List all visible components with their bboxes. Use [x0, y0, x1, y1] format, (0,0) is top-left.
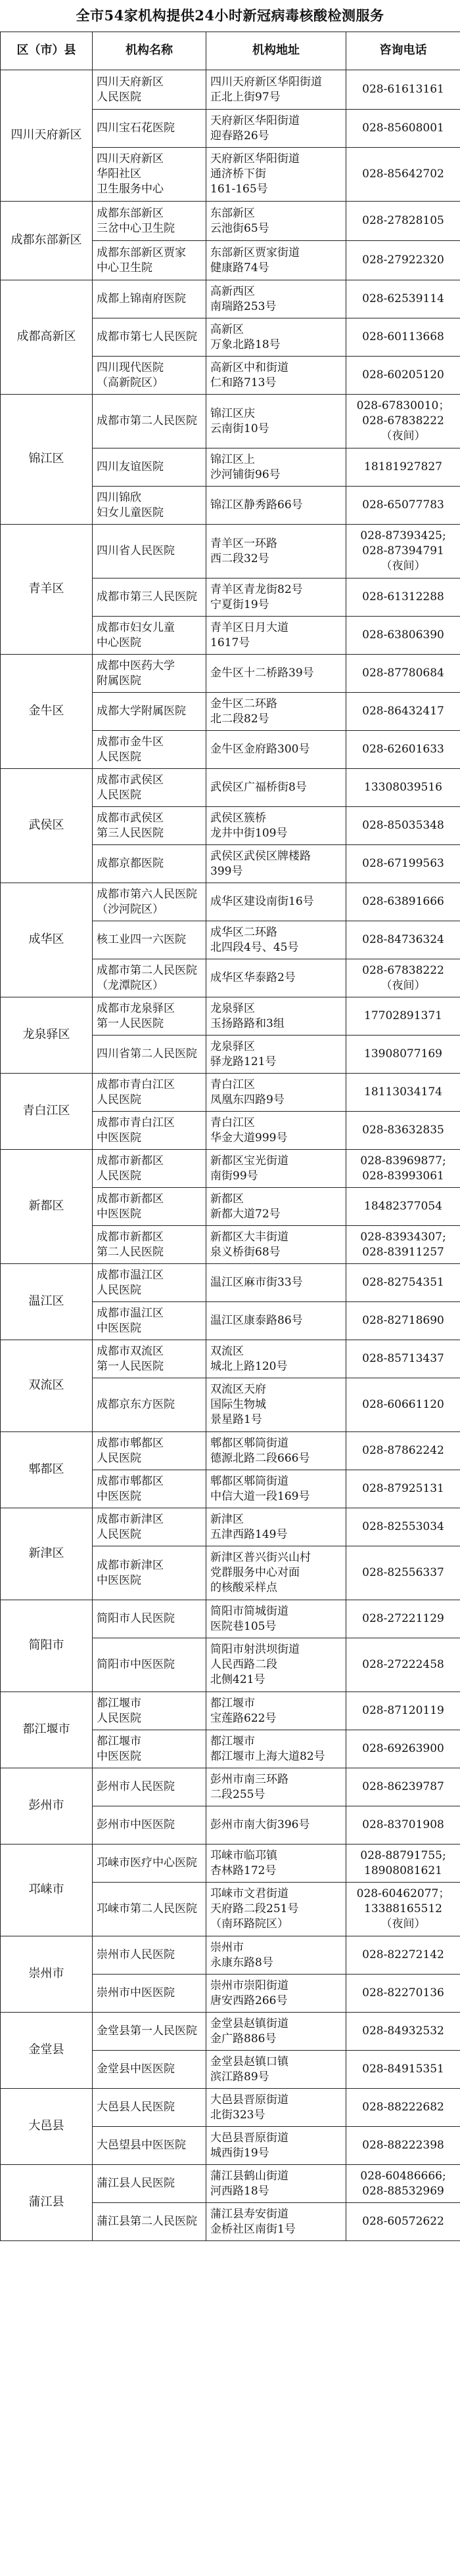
district-cell: 崇州市: [1, 1936, 93, 2013]
institution-name-cell: 成都市武侯区 人民医院: [93, 769, 206, 807]
phone-cell: 028-86432417: [346, 693, 460, 731]
institution-address-cell: 大邑县晋原街道 北街323号: [206, 2089, 346, 2127]
table-row: [1, 280, 460, 318]
phone-cell: 028-27222458: [346, 1638, 460, 1692]
phone-cell: 028-84915351: [346, 2051, 460, 2089]
institution-address-cell: 崇州市崇阳街道 唐安西路266号: [206, 1975, 346, 2013]
institution-address-cell: 武侯区簇桥 龙井中街109号: [206, 807, 346, 845]
phone-cell: 028-85713437: [346, 1340, 460, 1378]
institution-address-cell: 都江堰市 宝莲路622号: [206, 1692, 346, 1730]
district-cell: 彭州市: [1, 1768, 93, 1845]
institution-name-cell: 成都市第七人民医院: [93, 318, 206, 357]
phone-cell: 028-62539114: [346, 280, 460, 318]
institution-name-cell: 成都中医药大学 附属医院: [93, 655, 206, 693]
institution-name-cell: 成都市妇女儿童 中心医院: [93, 617, 206, 655]
institution-name-cell: 成都市武侯区 第三人民医院: [93, 807, 206, 845]
institution-address-cell: 金牛区十二桥路39号: [206, 655, 346, 693]
phone-cell: 028-61312288: [346, 579, 460, 617]
institution-address-cell: 东部新区 云池街65号: [206, 202, 346, 241]
phone-cell: 028-60462077； 13388165512 （夜间）: [346, 1883, 460, 1936]
institution-name-cell: 成都市郫都区 中医医院: [93, 1470, 206, 1508]
institution-address-cell: 金堂县赵镇口镇 滨江路89号: [206, 2051, 346, 2089]
institution-address-cell: 金牛区二环路 北二段82号: [206, 693, 346, 731]
phone-cell: 028-82272142: [346, 1936, 460, 1975]
district-cell: 蒲江县: [1, 2165, 93, 2241]
table-row: [1, 1432, 460, 1470]
phone-cell: 028-87120119: [346, 1692, 460, 1730]
phone-cell: 028-88791755; 18908081621: [346, 1845, 460, 1883]
phone-cell: 028-85608001: [346, 110, 460, 148]
district-cell: 青白江区: [1, 1074, 93, 1150]
institution-name-cell: 四川省人民医院: [93, 525, 206, 579]
institution-address-cell: 蒲江县寿安街道 金桥社区南街1号: [206, 2203, 346, 2241]
district-cell: 锦江区: [1, 395, 93, 525]
institution-address-cell: 蒲江县鹤山街道 河西路18号: [206, 2165, 346, 2203]
institution-address-cell: 成华区建设南街16号: [206, 883, 346, 921]
phone-cell: 028-87925131: [346, 1470, 460, 1508]
institution-address-cell: 邛崃市临邛镇 杏林路172号: [206, 1845, 346, 1883]
phone-cell: 028-60572622: [346, 2203, 460, 2241]
institution-name-cell: 邛崃市第二人民医院: [93, 1883, 206, 1936]
district-cell: 双流区: [1, 1340, 93, 1432]
institution-name-cell: 成都市双流区 第一人民医院: [93, 1340, 206, 1378]
institution-address-cell: 成华区二环路 北四段4号、45号: [206, 921, 346, 959]
institution-name-cell: 四川省第二人民医院: [93, 1036, 206, 1074]
table-row: [1, 1508, 460, 1546]
institution-address-cell: 武侯区武侯区牌楼路 399号: [206, 845, 346, 883]
table-row: [1, 202, 460, 241]
institution-name-cell: 崇州市中医医院: [93, 1975, 206, 2013]
district-cell: 成都东部新区: [1, 202, 93, 280]
institution-address-cell: 都江堰市 都江堰市上海大道82号: [206, 1730, 346, 1768]
table-row: [1, 655, 460, 693]
district-cell: 金牛区: [1, 655, 93, 769]
phone-cell: 13308039516: [346, 769, 460, 807]
district-cell: 金堂县: [1, 2013, 93, 2089]
phone-cell: 028-87780684: [346, 655, 460, 693]
district-cell: 郫都区: [1, 1432, 93, 1508]
institution-address-cell: 锦江区上 沙河铺街96号: [206, 448, 346, 487]
phone-cell: 18181927827: [346, 448, 460, 487]
institution-name-cell: 成都市青白江区 人民医院: [93, 1074, 206, 1112]
institution-name-cell: 邛崃市医疗中心医院: [93, 1845, 206, 1883]
institution-address-cell: 郫都区郫筒街道 德源北路二段666号: [206, 1432, 346, 1470]
phone-cell: 028-27828105: [346, 202, 460, 241]
phone-cell: 028-60205120: [346, 357, 460, 395]
phone-cell: 028-83701908: [346, 1806, 460, 1845]
table-row: [1, 1936, 460, 1975]
table-row: [1, 1150, 460, 1188]
district-cell: 武侯区: [1, 769, 93, 883]
district-cell: 都江堰市: [1, 1692, 93, 1768]
institution-name-cell: 成都市青白江区 中医医院: [93, 1112, 206, 1150]
institution-name-cell: 成都京都医院: [93, 845, 206, 883]
table-row: [1, 883, 460, 921]
institution-name-cell: 成都市第三人民医院: [93, 579, 206, 617]
district-cell: 温江区: [1, 1264, 93, 1340]
institution-name-cell: 成都市郫都区 人民医院: [93, 1432, 206, 1470]
institution-name-cell: 四川天府新区 华阳社区 卫生服务中心: [93, 148, 206, 202]
institution-name-cell: 成都市新津区 中医医院: [93, 1546, 206, 1600]
phone-cell: 028-65077783: [346, 487, 460, 525]
institution-name-cell: 成都大学附属医院: [93, 693, 206, 731]
phone-cell: 18482377054: [346, 1188, 460, 1226]
institution-name-cell: 大邑县人民医院: [93, 2089, 206, 2127]
institution-address-cell: 新津区 五津西路149号: [206, 1508, 346, 1546]
district-cell: 成华区: [1, 883, 93, 997]
table-row: [1, 70, 460, 110]
institution-name-cell: 蒲江县人民医院: [93, 2165, 206, 2203]
header-address: 机构地址: [206, 32, 346, 70]
institution-name-cell: 成都市新都区 第二人民医院: [93, 1226, 206, 1264]
table-row: [1, 2165, 460, 2203]
phone-cell: 17702891371: [346, 997, 460, 1036]
institution-address-cell: 青白江区 华金大道999号: [206, 1112, 346, 1150]
phone-cell: 028-85035348: [346, 807, 460, 845]
phone-cell: 028-88222682: [346, 2089, 460, 2127]
district-cell: 大邑县: [1, 2089, 93, 2165]
institution-name-cell: 四川天府新区 人民医院: [93, 70, 206, 110]
phone-cell: 028-82556337: [346, 1546, 460, 1600]
institution-address-cell: 温江区麻市街33号: [206, 1264, 346, 1302]
header-name: 机构名称: [93, 32, 206, 70]
phone-cell: 028-63806390: [346, 617, 460, 655]
header-district: 区（市）县: [1, 32, 93, 70]
header-row: [1, 32, 460, 70]
phone-cell: 028-61613161: [346, 70, 460, 110]
institution-address-cell: 郫都区郫筒街道 中信大道一段169号: [206, 1470, 346, 1508]
phone-cell: 18113034174: [346, 1074, 460, 1112]
table-row: [1, 997, 460, 1036]
institution-name-cell: 彭州市中医医院: [93, 1806, 206, 1845]
institution-name-cell: 成都市温江区 中医医院: [93, 1302, 206, 1340]
district-cell: 四川天府新区: [1, 70, 93, 202]
phone-cell: 028-60661120: [346, 1378, 460, 1432]
institution-address-cell: 龙泉驿区 玉扬路路和3组: [206, 997, 346, 1036]
institution-address-cell: 高新西区 南瑞路253号: [206, 280, 346, 318]
phone-cell: 028-84736324: [346, 921, 460, 959]
institution-name-cell: 金堂县第一人民医院: [93, 2013, 206, 2051]
institution-address-cell: 大邑县晋原街道 城西街19号: [206, 2127, 346, 2165]
institution-name-cell: 成都市新都区 中医医院: [93, 1188, 206, 1226]
institution-name-cell: 四川友谊医院: [93, 448, 206, 487]
phone-cell: 028-87393425; 028-87394791 （夜间）: [346, 525, 460, 579]
phone-cell: 028-63891666: [346, 883, 460, 921]
phone-cell: 028-27221129: [346, 1600, 460, 1638]
district-cell: 新都区: [1, 1150, 93, 1264]
institution-address-cell: 天府新区华阳街道 迎春路26号: [206, 110, 346, 148]
phone-cell: 028-82553034: [346, 1508, 460, 1546]
institution-address-cell: 新都区宝光街道 南街99号: [206, 1150, 346, 1188]
institution-address-cell: 简阳市射洪坝街道 人民西路二段 北侧421号: [206, 1638, 346, 1692]
district-cell: 邛崃市: [1, 1845, 93, 1936]
institution-name-cell: 崇州市人民医院: [93, 1936, 206, 1975]
table-row: [1, 1692, 460, 1730]
phone-cell: 028-82754351: [346, 1264, 460, 1302]
institution-address-cell: 四川天府新区华阳街道 正北上街97号: [206, 70, 346, 110]
institution-address-cell: 东部新区贾家街道 健康路74号: [206, 241, 346, 280]
page-title: 全市54家机构提供24小时新冠病毒核酸检测服务: [76, 7, 384, 24]
institution-address-cell: 青羊区日月大道 1617号: [206, 617, 346, 655]
institution-address-cell: 彭州市南大街396号: [206, 1806, 346, 1845]
table-row: [1, 1340, 460, 1378]
institution-name-cell: 成都市第二人民医院 （龙潭院区）: [93, 959, 206, 997]
institution-address-cell: 崇州市 永康东路8号: [206, 1936, 346, 1975]
table-row: [1, 525, 460, 579]
institution-address-cell: 成华区华泰路2号: [206, 959, 346, 997]
institution-name-cell: 金堂县中医医院: [93, 2051, 206, 2089]
institution-address-cell: 彭州市南三环路 二段255号: [206, 1768, 346, 1806]
table-row: [1, 1074, 460, 1112]
table-row: [1, 769, 460, 807]
institution-name-cell: 都江堰市 人民医院: [93, 1692, 206, 1730]
institution-name-cell: 成都市龙泉驿区 第一人民医院: [93, 997, 206, 1036]
district-cell: 青羊区: [1, 525, 93, 655]
table-row: [1, 2089, 460, 2127]
institution-name-cell: 彭州市人民医院: [93, 1768, 206, 1806]
institution-name-cell: 四川现代医院 （高新院区）: [93, 357, 206, 395]
institution-address-cell: 青羊区青龙街82号 宁夏街19号: [206, 579, 346, 617]
institution-address-cell: 金堂县赵镇街道 金广路886号: [206, 2013, 346, 2051]
phone-cell: 028-82718690: [346, 1302, 460, 1340]
phone-cell: 028-85642702: [346, 148, 460, 202]
phone-cell: 028-67838222 （夜间）: [346, 959, 460, 997]
institution-name-cell: 成都上锦南府医院: [93, 280, 206, 318]
institution-address-cell: 温江区康泰路86号: [206, 1302, 346, 1340]
institution-address-cell: 龙泉驿区 驿龙路121号: [206, 1036, 346, 1074]
table-row: [1, 2013, 460, 2051]
header-phone: 咨询电话: [346, 32, 460, 70]
table-row: [1, 1768, 460, 1806]
institution-name-cell: 成都京东方医院: [93, 1378, 206, 1432]
institution-address-cell: 金牛区金府路300号: [206, 731, 346, 769]
institution-address-cell: 青白江区 凤凰东四路9号: [206, 1074, 346, 1112]
table-row: [1, 1845, 460, 1883]
institution-name-cell: 成都市温江区 人民医院: [93, 1264, 206, 1302]
institution-name-cell: 成都市新都区 人民医院: [93, 1150, 206, 1188]
phone-cell: 028-84932532: [346, 2013, 460, 2051]
institution-name-cell: 简阳市人民医院: [93, 1600, 206, 1638]
phone-cell: 028-86239787: [346, 1768, 460, 1806]
institution-name-cell: 成都市金牛区 人民医院: [93, 731, 206, 769]
phone-cell: 028-62601633: [346, 731, 460, 769]
institution-address-cell: 新都区大丰街道 泉义桥街68号: [206, 1226, 346, 1264]
institution-name-cell: 核工业四一六医院: [93, 921, 206, 959]
phone-cell: 028-83934307; 028-83911257: [346, 1226, 460, 1264]
institution-address-cell: 双流区天府 国际生物城 景星路1号: [206, 1378, 346, 1432]
testing-sites-table: [0, 32, 460, 2241]
institution-address-cell: 青羊区一环路 西二段32号: [206, 525, 346, 579]
district-cell: 新津区: [1, 1508, 93, 1600]
district-cell: 简阳市: [1, 1600, 93, 1692]
table-row: [1, 395, 460, 448]
institution-address-cell: 锦江区庆 云南街10号: [206, 395, 346, 448]
institution-address-cell: 新津区普兴街兴山村 党群服务中心对面 的核酸采样点: [206, 1546, 346, 1600]
phone-cell: 028-83632835: [346, 1112, 460, 1150]
institution-name-cell: 成都市第二人民医院: [93, 395, 206, 448]
phone-cell: 028-88222398: [346, 2127, 460, 2165]
phone-cell: 028-87862242: [346, 1432, 460, 1470]
institution-name-cell: 成都市第六人民医院 （沙河院区）: [93, 883, 206, 921]
table-row: [1, 1264, 460, 1302]
institution-name-cell: 都江堰市 中医医院: [93, 1730, 206, 1768]
institution-name-cell: 大邑望县中医医院: [93, 2127, 206, 2165]
institution-name-cell: 成都市新津区 人民医院: [93, 1508, 206, 1546]
table-row: [1, 1600, 460, 1638]
phone-cell: 028-27922320: [346, 241, 460, 280]
institution-name-cell: 成都东部新区贾家 中心卫生院: [93, 241, 206, 280]
phone-cell: 028-67830010； 028-67838222 （夜间）: [346, 395, 460, 448]
institution-name-cell: 蒲江县第二人民医院: [93, 2203, 206, 2241]
institution-name-cell: 四川宝石花医院: [93, 110, 206, 148]
institution-address-cell: 高新区中和街道 仁和路713号: [206, 357, 346, 395]
institution-name-cell: 简阳市中医医院: [93, 1638, 206, 1692]
district-cell: 成都高新区: [1, 280, 93, 395]
institution-address-cell: 锦江区静秀路66号: [206, 487, 346, 525]
phone-cell: 028-69263900: [346, 1730, 460, 1768]
phone-cell: 028-67199563: [346, 845, 460, 883]
institution-name-cell: 四川锦欣 妇女儿童医院: [93, 487, 206, 525]
phone-cell: 028-60113668: [346, 318, 460, 357]
phone-cell: 13908077169: [346, 1036, 460, 1074]
district-cell: 龙泉驿区: [1, 997, 93, 1074]
institution-address-cell: 新都区 新都大道72号: [206, 1188, 346, 1226]
phone-cell: 028-60486666; 028-88532969: [346, 2165, 460, 2203]
institution-address-cell: 天府新区华阳街道 通济桥下街 161-165号: [206, 148, 346, 202]
phone-cell: 028-83969877; 028-83993061: [346, 1150, 460, 1188]
institution-address-cell: 邛崃市文君街道 天府路二段251号 （南环路院区）: [206, 1883, 346, 1936]
institution-address-cell: 简阳市简城街道 医院巷105号: [206, 1600, 346, 1638]
institution-name-cell: 成都东部新区 三岔中心卫生院: [93, 202, 206, 241]
institution-address-cell: 双流区 城北上路120号: [206, 1340, 346, 1378]
table-body: [1, 70, 460, 2241]
institution-address-cell: 高新区 万象北路18号: [206, 318, 346, 357]
institution-address-cell: 武侯区广福桥街8号: [206, 769, 346, 807]
phone-cell: 028-82270136: [346, 1975, 460, 2013]
